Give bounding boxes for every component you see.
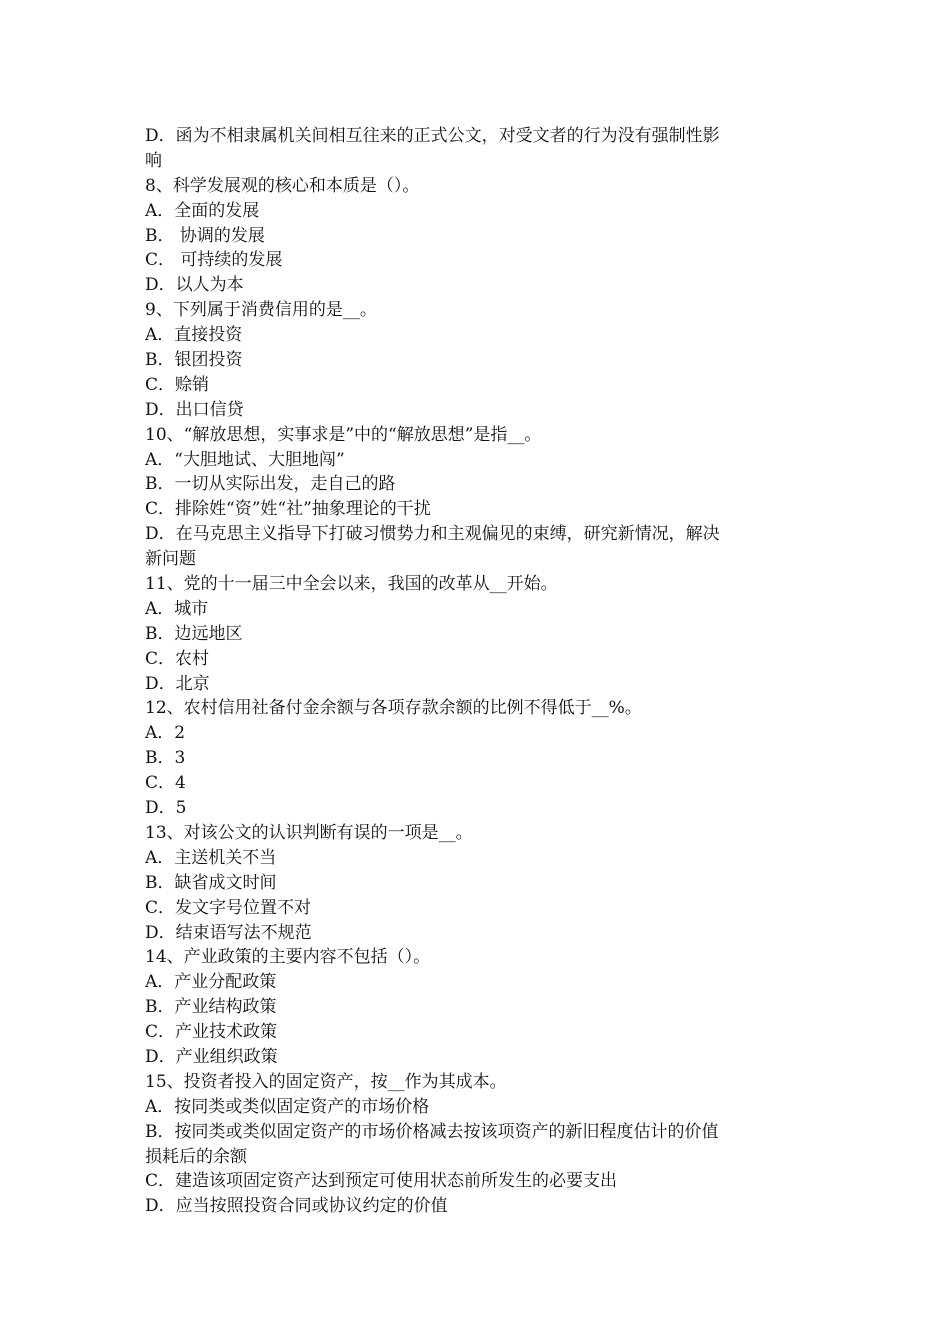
option-c-q14: C．产业技术政策 <box>145 1022 278 1043</box>
question-15: 15、投资者投入的固定资产，按__作为其成本。 <box>145 1071 507 1092</box>
option-a-q8: A．全面的发展 <box>145 200 260 221</box>
option-b-q11: B．边远地区 <box>145 623 243 644</box>
option-c-q13: C．发文字号位置不对 <box>145 897 312 918</box>
option-a-q13: A．主送机关不当 <box>145 847 277 868</box>
option-d-q10-line2: 新问题 <box>145 549 196 570</box>
option-b-q12: B．3 <box>145 748 186 769</box>
option-a-q12: A．2 <box>145 723 186 744</box>
question-13: 13、对该公文的认识判断有误的一项是__。 <box>145 822 473 843</box>
option-b-q15-line1: B．按同类或类似固定资产的市场价格减去按该项资产的新旧程度估计的价值 <box>145 1121 719 1142</box>
question-14: 14、产业政策的主要内容不包括（）。 <box>145 947 431 968</box>
option-a-q15: A．按同类或类似固定资产的市场价格 <box>145 1096 430 1117</box>
option-b-q10: B．一切从实际出发，走自己的路 <box>145 474 396 495</box>
option-b-q9: B．银团投资 <box>145 350 243 371</box>
option-d-q9: D．出口信贷 <box>145 399 244 420</box>
option-c-q15: C．建造该项固定资产达到预定可使用状态前所发生的必要支出 <box>145 1171 618 1192</box>
option-c-q10: C．排除姓“资”姓“社”抽象理论的干扰 <box>145 499 431 520</box>
option-d-q11: D．北京 <box>145 673 210 694</box>
option-c-q8: C． 可持续的发展 <box>145 250 283 271</box>
option-d-q7-line1: D．函为不相隶属机关间相互往来的正式公文，对受文者的行为没有强制性影 <box>145 126 720 146</box>
option-a-q10: A．“大胆地试、大胆地闯” <box>145 449 345 470</box>
option-a-q9: A．直接投资 <box>145 325 243 346</box>
option-d-q13: D．结束语写法不规范 <box>145 922 312 943</box>
option-b-q15-line2: 损耗后的余额 <box>145 1146 247 1167</box>
option-d-q15: D．应当按照投资合同或协议约定的价值 <box>145 1196 448 1217</box>
option-b-q13: B．缺省成文时间 <box>145 872 277 893</box>
option-b-q14: B．产业结构政策 <box>145 997 277 1018</box>
option-d-q12: D．5 <box>145 798 187 819</box>
question-12: 12、农村信用社备付金余额与各项存款余额的比例不得低于__%。 <box>145 698 642 719</box>
option-d-q10-line1: D．在马克思主义指导下打破习惯势力和主观偏见的束缚，研究新情况，解决 <box>145 524 720 545</box>
question-11: 11、党的十一届三中全会以来，我国的改革从__开始。 <box>145 574 558 595</box>
document-body <box>145 124 810 1219</box>
option-d-q7-line2: 响 <box>145 150 162 171</box>
option-c-q11: C．农村 <box>145 648 210 669</box>
option-c-q9: C．赊销 <box>145 374 210 395</box>
option-a-q11: A．城市 <box>145 598 209 619</box>
question-8: 8、科学发展观的核心和本质是（）。 <box>145 175 420 196</box>
option-a-q14: A．产业分配政策 <box>145 972 277 993</box>
option-d-q14: D．产业组织政策 <box>145 1046 278 1067</box>
option-b-q8: B． 协调的发展 <box>145 225 265 246</box>
question-9: 9、下列属于消费信用的是__。 <box>145 300 377 321</box>
question-10: 10、“解放思想，实事求是”中的“解放思想”是指__。 <box>145 424 542 445</box>
option-c-q12: C．4 <box>145 773 186 794</box>
option-d-q8: D．以人为本 <box>145 275 244 296</box>
